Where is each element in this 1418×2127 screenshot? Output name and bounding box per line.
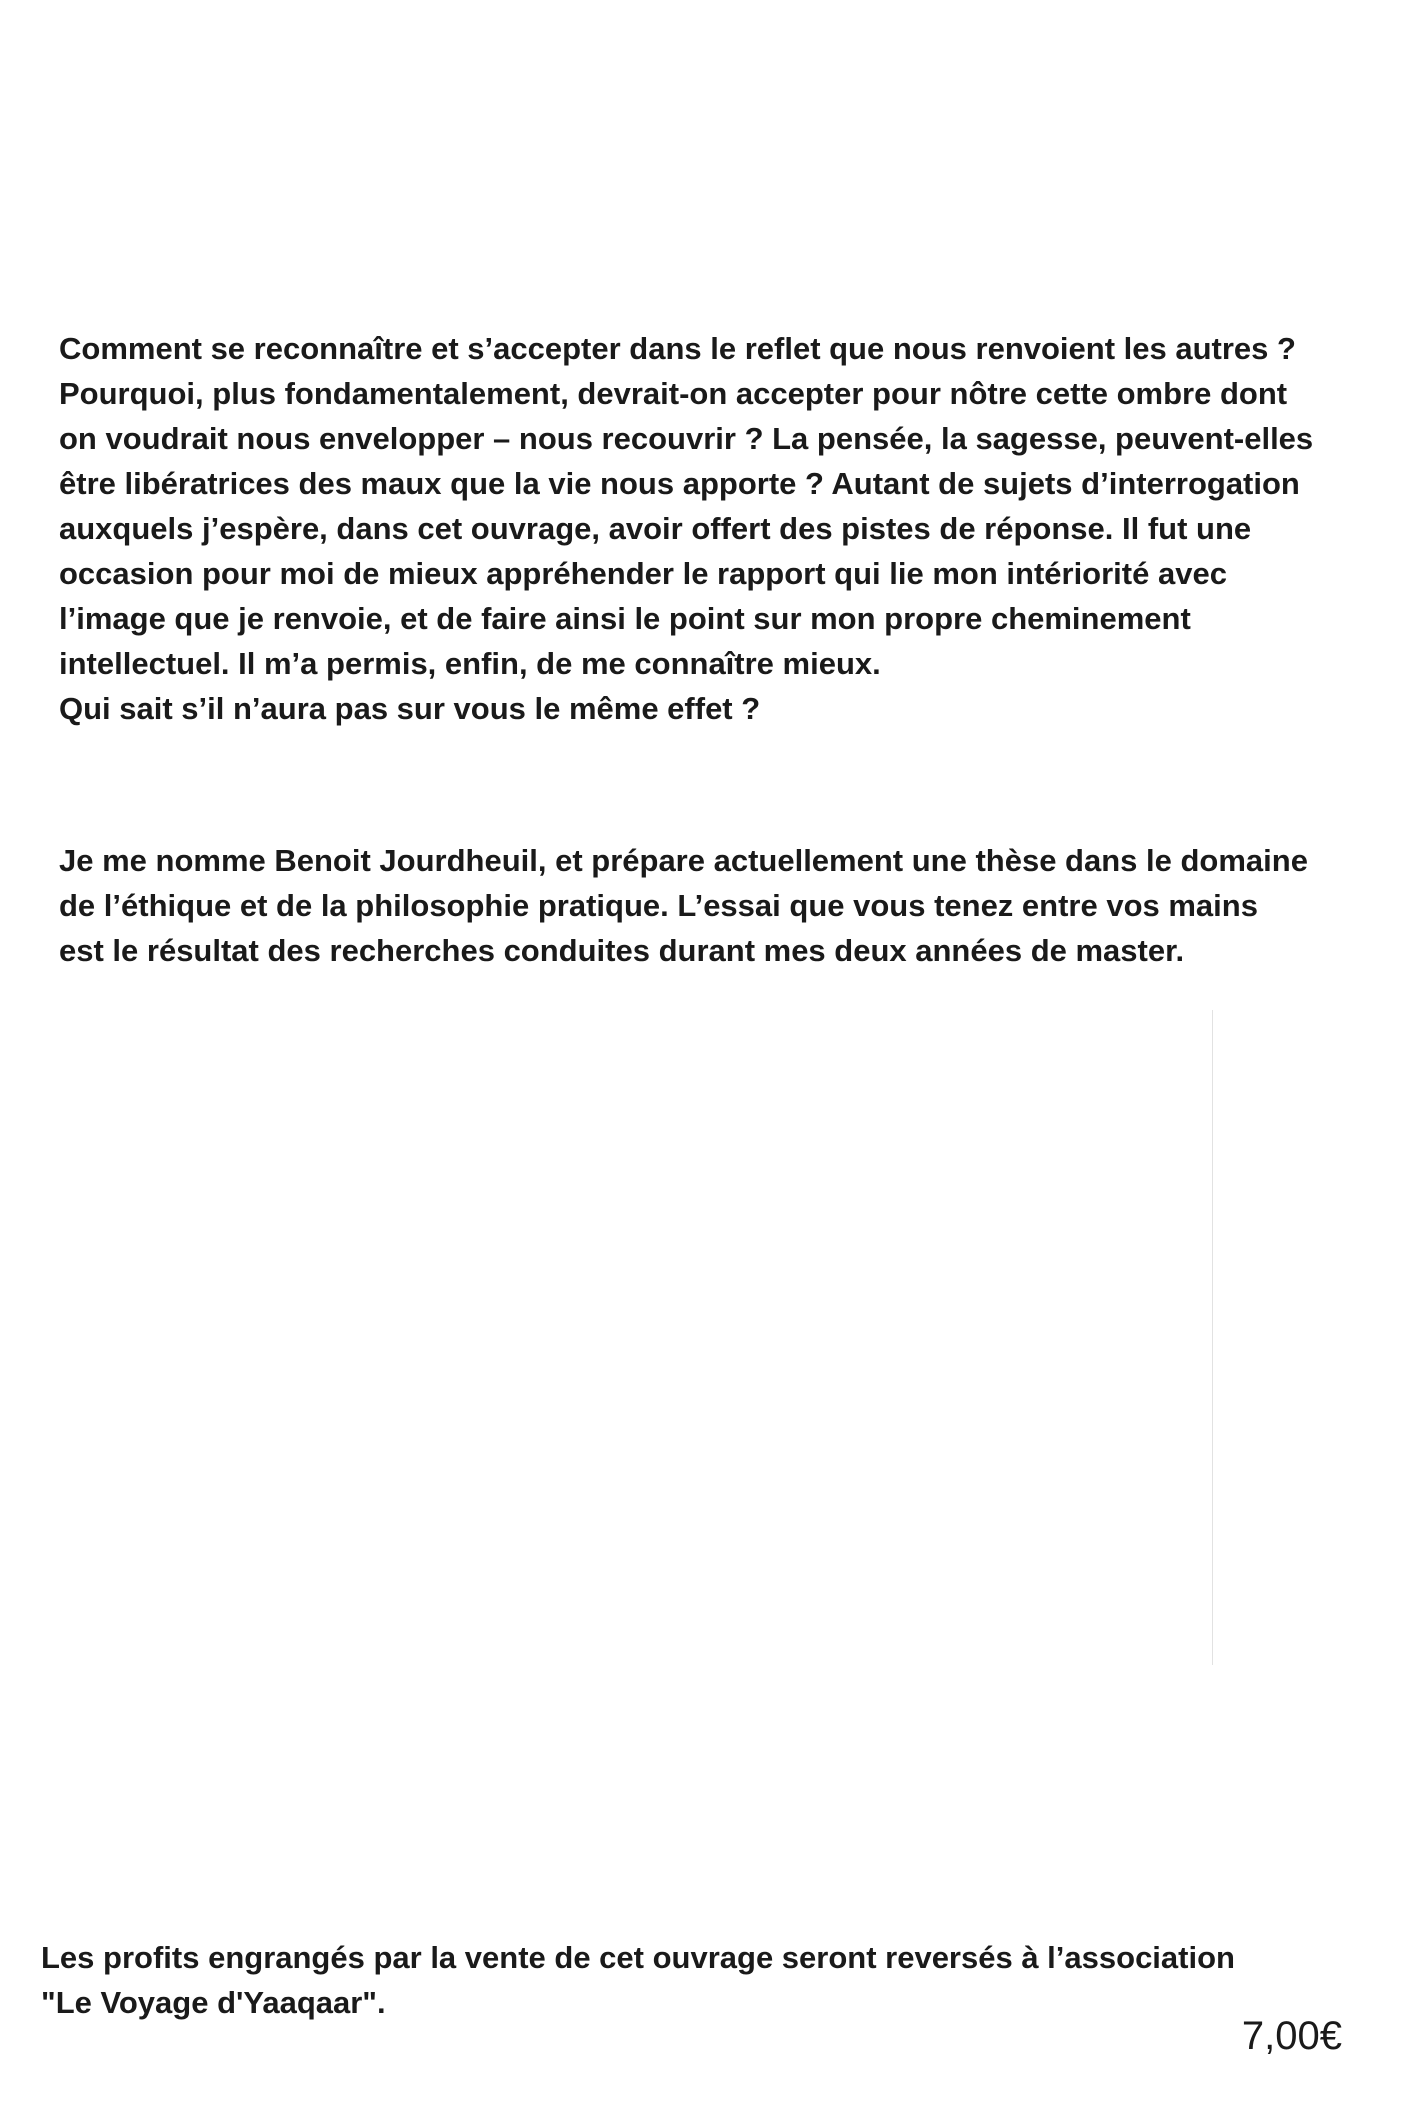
profits-note xyxy=(41,1935,1235,2025)
synopsis-line: être libératrices des maux que la vie nous apporte ? Autant de sujets d’interrogation xyxy=(59,466,1300,501)
synopsis-line: intellectuel. Il m’a permis, enfin, de me connaître mieux. xyxy=(59,646,881,681)
author-bio-line: de l’éthique et de la philosophie pratique. L’essai que vous tenez entre vos mains xyxy=(59,888,1258,923)
author-bio-paragraph xyxy=(59,838,1308,973)
profits-note-line: "Le Voyage d'Yaaqaar". xyxy=(41,1985,386,2020)
synopsis-line: Qui sait s’il n’aura pas sur vous le même effet ? xyxy=(59,691,761,726)
profits-note-line: Les profits engrangés par la vente de cet ouvrage seront reversés à l’association xyxy=(41,1940,1235,1975)
synopsis-line: l’image que je renvoie, et de faire ainsi le point sur mon propre cheminement xyxy=(59,601,1191,636)
author-bio-line: Je me nomme Benoit Jourdheuil, et prépare actuellement une thèse dans le domaine xyxy=(59,843,1308,878)
vertical-divider xyxy=(1212,1010,1213,1665)
synopsis-line: Pourquoi, plus fondamentalement, devrait-on accepter pour nôtre cette ombre dont xyxy=(59,376,1288,411)
synopsis-paragraph xyxy=(59,326,1313,731)
synopsis-line: Comment se reconnaître et s’accepter dans le reflet que nous renvoient les autres ? xyxy=(59,331,1296,366)
price-label: 7,00€ xyxy=(1241,2014,1342,2058)
synopsis-line: auxquels j’espère, dans cet ouvrage, avoir offert des pistes de réponse. Il fut une xyxy=(59,511,1252,546)
author-bio-line: est le résultat des recherches conduites durant mes deux années de master. xyxy=(59,933,1185,968)
synopsis-line: on voudrait nous envelopper – nous recouvrir ? La pensée, la sagesse, peuvent-elles xyxy=(59,421,1314,456)
synopsis-line: occasion pour moi de mieux appréhender le rapport qui lie mon intériorité avec xyxy=(59,556,1227,591)
